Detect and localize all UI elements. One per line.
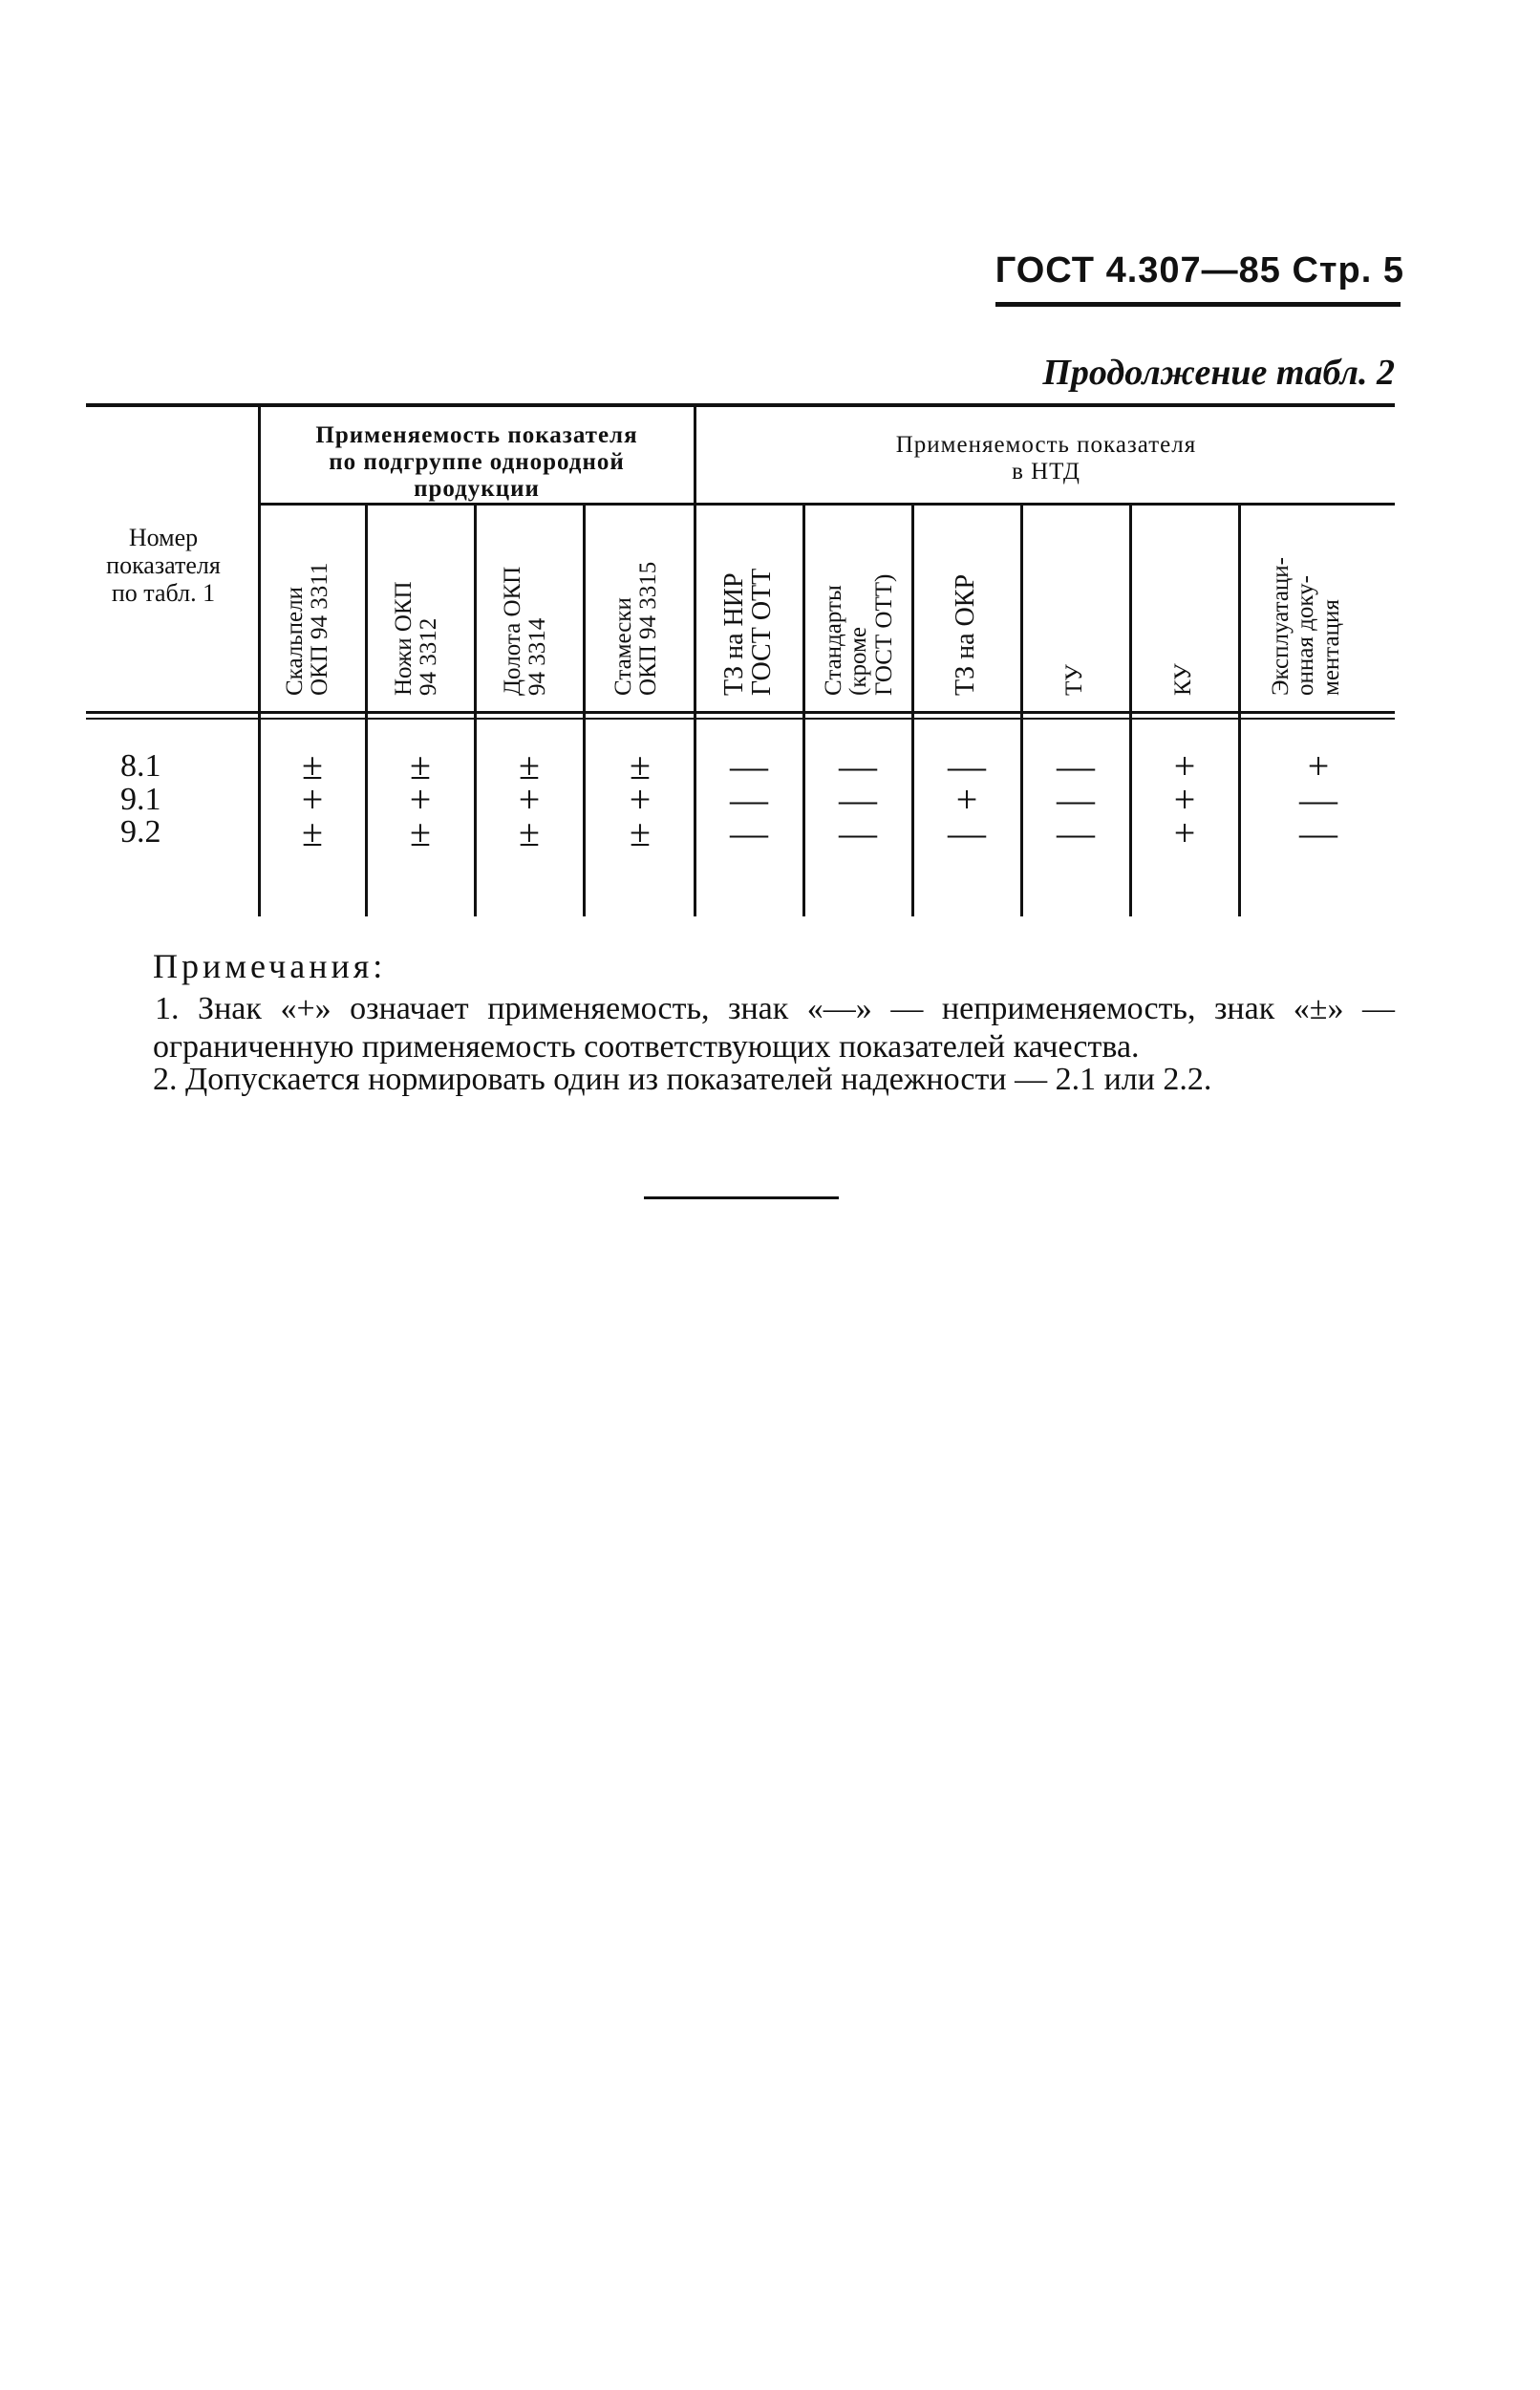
column-divider	[365, 505, 368, 916]
table-cell-mark: —	[948, 744, 986, 787]
column-header-tu: ТУ	[1061, 664, 1087, 696]
row-number: 8.1	[120, 748, 161, 784]
notes-title: Примечания:	[153, 947, 387, 985]
table-cell-mark: —	[730, 778, 768, 821]
table-cell-mark: —	[730, 811, 768, 854]
header-bottom-rule-2	[86, 718, 1395, 720]
table-top-rule	[86, 403, 1395, 407]
group1-header: Применяемость показателя по подгруппе однородной продукции	[315, 422, 638, 502]
table-cell-mark: ±	[302, 744, 323, 787]
column-header-tz-okr: ТЗ на ОКР	[951, 573, 980, 696]
table-cell-mark: +	[518, 778, 541, 821]
column-divider	[694, 405, 696, 916]
note-1: 1. Знак «+» означает применяемость, знак «—» — неприменяемость, знак «±» — ограниченную применяемость соответствующих показателей качества.	[153, 991, 1395, 1066]
header-rule	[995, 302, 1401, 307]
table-continuation-label: Продолжение табл. 2	[1042, 353, 1395, 393]
table-cell-mark: ±	[302, 811, 323, 854]
column-header-knives: Ножи ОКП 94 3312	[391, 581, 442, 696]
table-cell-mark: +	[1173, 778, 1196, 821]
group2-header: Применяемость показателя в НТД	[895, 432, 1197, 484]
document-header: ГОСТ 4.307—85 Стр. 5	[995, 250, 1404, 291]
table-cell-mark: ±	[410, 811, 431, 854]
table-cell-mark: —	[1299, 811, 1337, 854]
table-cell-mark: —	[1057, 811, 1095, 854]
table-cell-mark: +	[1173, 811, 1196, 854]
column-header-tz-nir: ТЗ на НИР ГОСТ ОТТ	[719, 568, 778, 696]
table-cell-mark: +	[409, 778, 432, 821]
table-cell-mark: —	[1057, 744, 1095, 787]
row-number: 9.2	[120, 814, 161, 850]
end-of-page-rule	[644, 1196, 839, 1199]
column-header-ku: КУ	[1170, 663, 1196, 696]
column-divider	[1129, 505, 1132, 916]
table-cell-mark: ±	[519, 744, 540, 787]
table-cell-mark: +	[1307, 744, 1330, 787]
table-cell-mark: +	[1173, 744, 1196, 787]
table-cell-mark: +	[955, 778, 978, 821]
column-divider	[474, 505, 477, 916]
column-divider	[258, 405, 261, 916]
column-divider	[802, 505, 805, 916]
table-cell-mark: +	[629, 778, 652, 821]
table-cell-mark: —	[839, 744, 877, 787]
group-header-rule	[260, 503, 1395, 506]
table-cell-mark: ±	[410, 744, 431, 787]
table-cell-mark: ±	[630, 811, 651, 854]
table-cell-mark: ±	[630, 744, 651, 787]
header-bottom-rule	[86, 711, 1395, 714]
column-header-wood-chisels: Стамески ОКП 94 3315	[610, 561, 662, 696]
table-cell-mark: —	[839, 811, 877, 854]
column-divider	[1020, 505, 1023, 916]
column-header-chisels: Долота ОКП 94 3314	[500, 566, 551, 696]
note-2: 2. Допускается нормировать один из показателей надежности — 2.1 или 2.2.	[153, 1062, 1212, 1097]
table-cell-mark: —	[839, 778, 877, 821]
table-cell-mark: —	[1299, 778, 1337, 821]
column-header-operational-docs: Эксплуатаци- онная доку- ментация	[1268, 556, 1344, 696]
table-cell-mark: —	[948, 811, 986, 854]
column-divider	[583, 505, 586, 916]
table-cell-mark: +	[301, 778, 324, 821]
column-divider	[1238, 505, 1241, 916]
table-cell-mark: ±	[519, 811, 540, 854]
table-cell-mark: —	[1057, 778, 1095, 821]
column-header-scalpels: Скальпели ОКП 94 3311	[282, 562, 333, 696]
table-cell-mark: —	[730, 744, 768, 787]
column-header-standards: Стандарты (кроме ГОСТ ОТТ)	[821, 573, 897, 696]
column-divider	[911, 505, 914, 916]
row-number: 9.1	[120, 782, 161, 817]
nomer-header: Номер показателя по табл. 1	[106, 524, 221, 608]
